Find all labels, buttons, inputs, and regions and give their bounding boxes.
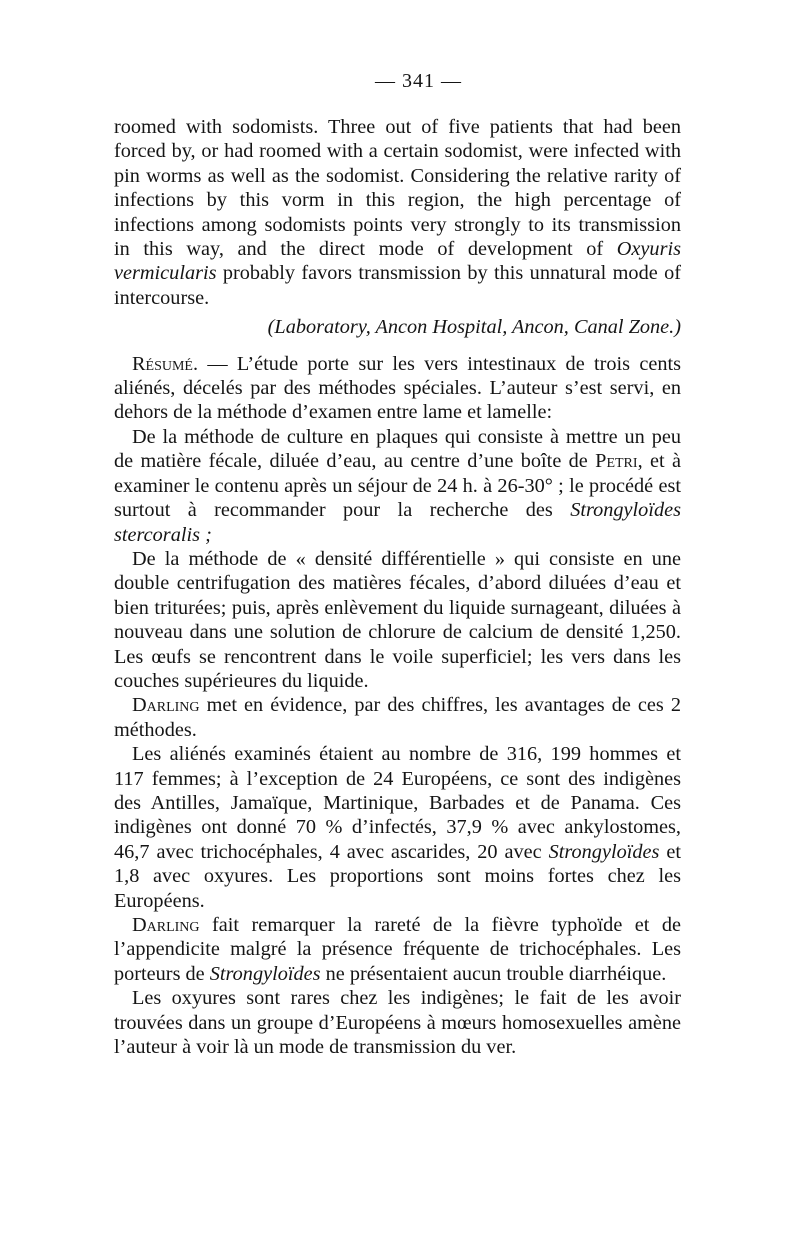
paragraph-text: , et à examiner le contenu après un séjour de 24 h. à 26-30° ; le procédé est surtout à recommander pour la recherche des <box>114 450 681 522</box>
paragraph-text: fait remarquer la rareté de la fièvre typhoïde et de l’appendicite malgré la présence fréquente de trichocéphales. Les porteurs de <box>114 914 681 985</box>
paragraph-oxyures: Les oxyures sont rares chez les indigènes; le fait de les avoir trouvées dans un groupe d’Européens à mœurs homosexuelles amène l’auteur à voir là un mode de transmission du ver. <box>114 987 681 1059</box>
attribution: (Laboratory, Ancon Hospital, Ancon, Canal Zone.) <box>267 316 681 339</box>
resume-label: Résumé. <box>132 352 199 375</box>
species-name: Strongyloïdes <box>548 840 660 863</box>
paragraph-darling-remarks <box>114 913 681 986</box>
species-name: Strongyloïdes <box>209 962 321 985</box>
paragraph-resume <box>114 352 681 425</box>
paragraph-text: De la méthode de culture en plaques qui consiste à mettre un peu de matière fécale, diluée d’eau, au centre d’une boîte de <box>114 425 681 473</box>
paragraph-text: roomed with sodomists. Three out of five patients that had been forced by, or had roomed with a certain sodomist, were infected with pin worms as well as the sodomist. Considering the relative rarity of infections by this vorm in this region, the high percentage of infections among sodomists points very strongly to its transmission in this way, and the direct mode of development of <box>114 116 681 261</box>
author-name: Darling <box>132 914 200 936</box>
paragraph-text: met en évidence, par des chiffres, les avantages de ces 2 méthodes. <box>114 694 681 741</box>
paragraph-sodomists <box>114 115 681 310</box>
paragraph-text: — L’étude porte sur les vers intestinaux de trois cents aliénés, décelés par des méthodes spéciales. L’auteur s’est servi, en dehors de la méthode d’examen entre lame et lamelle: <box>114 352 681 424</box>
paragraph-darling-advantages <box>114 693 681 742</box>
page-number: — 341 — <box>375 70 462 92</box>
author-name: Petri <box>595 450 638 473</box>
page-content <box>114 70 681 1059</box>
paragraph-text: Les aliénés examinés étaient au nombre de 316, 199 hommes et 117 femmes; à l’exception de 24 Européens, ce sont des indigènes des Antilles, Jamaïque, Martinique, Barbades et de Panama. Ces indigènes ont donné 70 % d’infectés, 37,9 % avec ankylostomes, 46,7 avec trichocéphales, 4 avec ascarides, 20 avec <box>114 743 681 863</box>
paragraph-density-method: De la méthode de « densité différentielle » qui consiste en une double centrifugation des matières fécales, d’abord diluées d’eau et bien triturées; puis, après enlèvement du liquide surnageant, diluées à nouveau dans une solution de chlorure de calcium de densité 1,250. Les œufs se rencontrent dans le voile superficiel; les vers dans les couches supérieures du liquide. <box>114 547 681 692</box>
paragraph-patients <box>114 742 681 913</box>
paragraph-culture-method <box>114 425 681 547</box>
paragraph-text: probably favors transmission by this unnatural mode of intercourse. <box>114 262 681 309</box>
species-name: Strongyloïdes stercoralis ; <box>114 499 681 546</box>
author-name: Darling <box>132 694 200 717</box>
species-name: Oxyuris vermicularis <box>114 238 681 285</box>
paragraph-text: et 1,8 avec oxyures. Les proportions sont moins fortes chez les Européens. <box>114 840 682 912</box>
paragraph-text: ne présentaient aucun trouble diarrhéique. <box>320 962 667 985</box>
